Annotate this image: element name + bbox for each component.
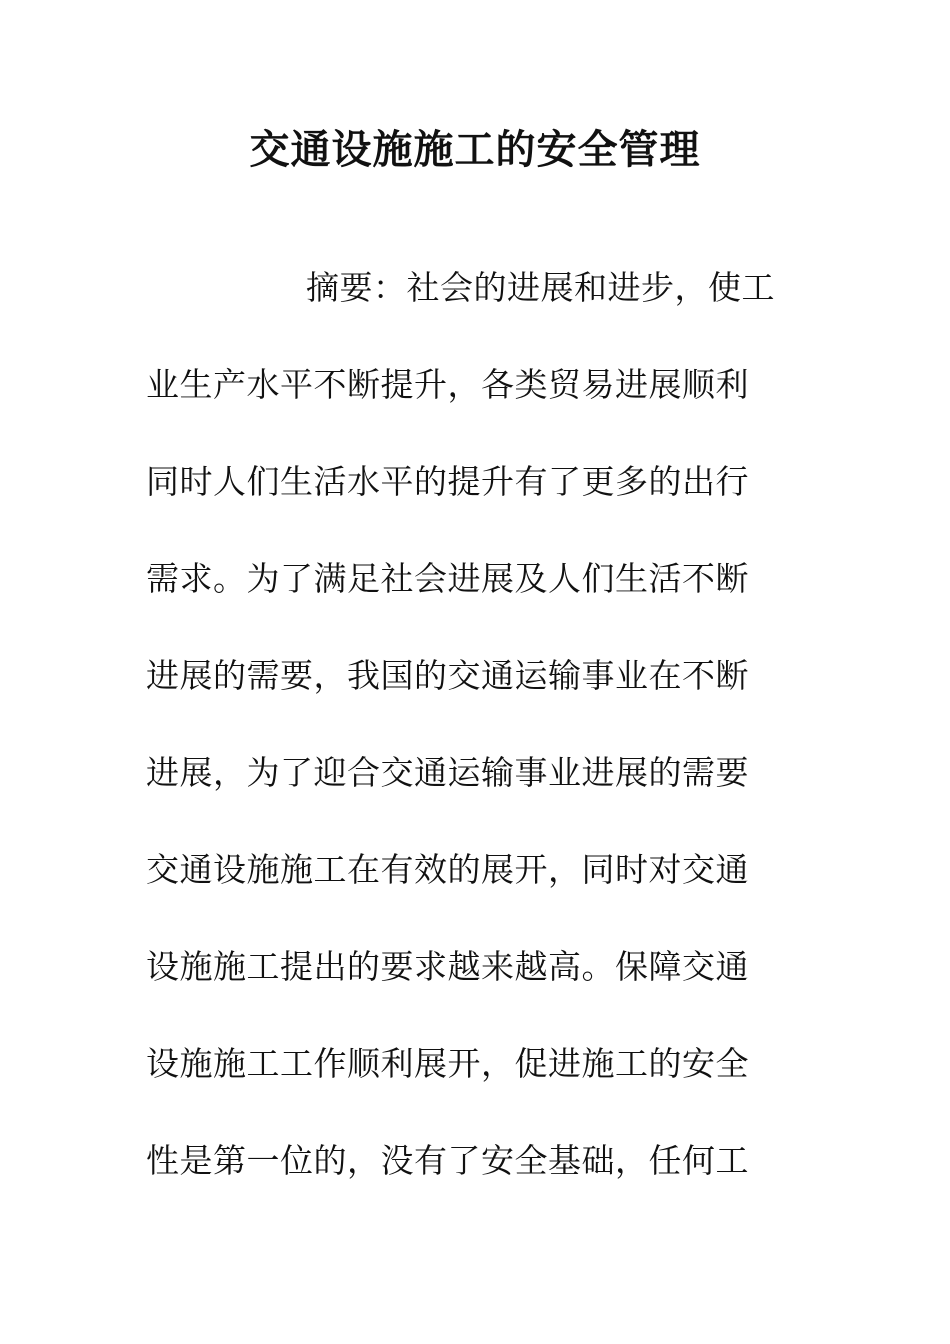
text-line-3: 同时人们生活水平的提升有了更多的出行 xyxy=(146,462,749,501)
text-line-2: 业生产水平不断提升，各类贸易进展顺利 xyxy=(146,365,749,404)
abstract-paragraph xyxy=(146,262,806,1232)
text-line-6: 进展，为了迎合交通运输事业进展的需要 xyxy=(146,753,749,792)
text-line-7: 交通设施施工在有效的展开，同时对交通 xyxy=(146,850,749,889)
text-line-10: 性是第一位的，没有了安全基础，任何工 xyxy=(146,1141,749,1180)
text-line-9: 设施施工工作顺利展开，促进施工的安全 xyxy=(146,1044,749,1083)
text-line-1: 摘要：社会的进展和进步，使工 xyxy=(306,268,775,307)
text-line-8: 设施施工提出的要求越来越高。保障交通 xyxy=(146,947,749,986)
text-line-4: 需求。为了满足社会进展及人们生活不断 xyxy=(146,559,749,598)
document-title: 交通设施施工的安全管理 xyxy=(249,126,701,173)
text-line-5: 进展的需要，我国的交通运输事业在不断 xyxy=(146,656,749,695)
